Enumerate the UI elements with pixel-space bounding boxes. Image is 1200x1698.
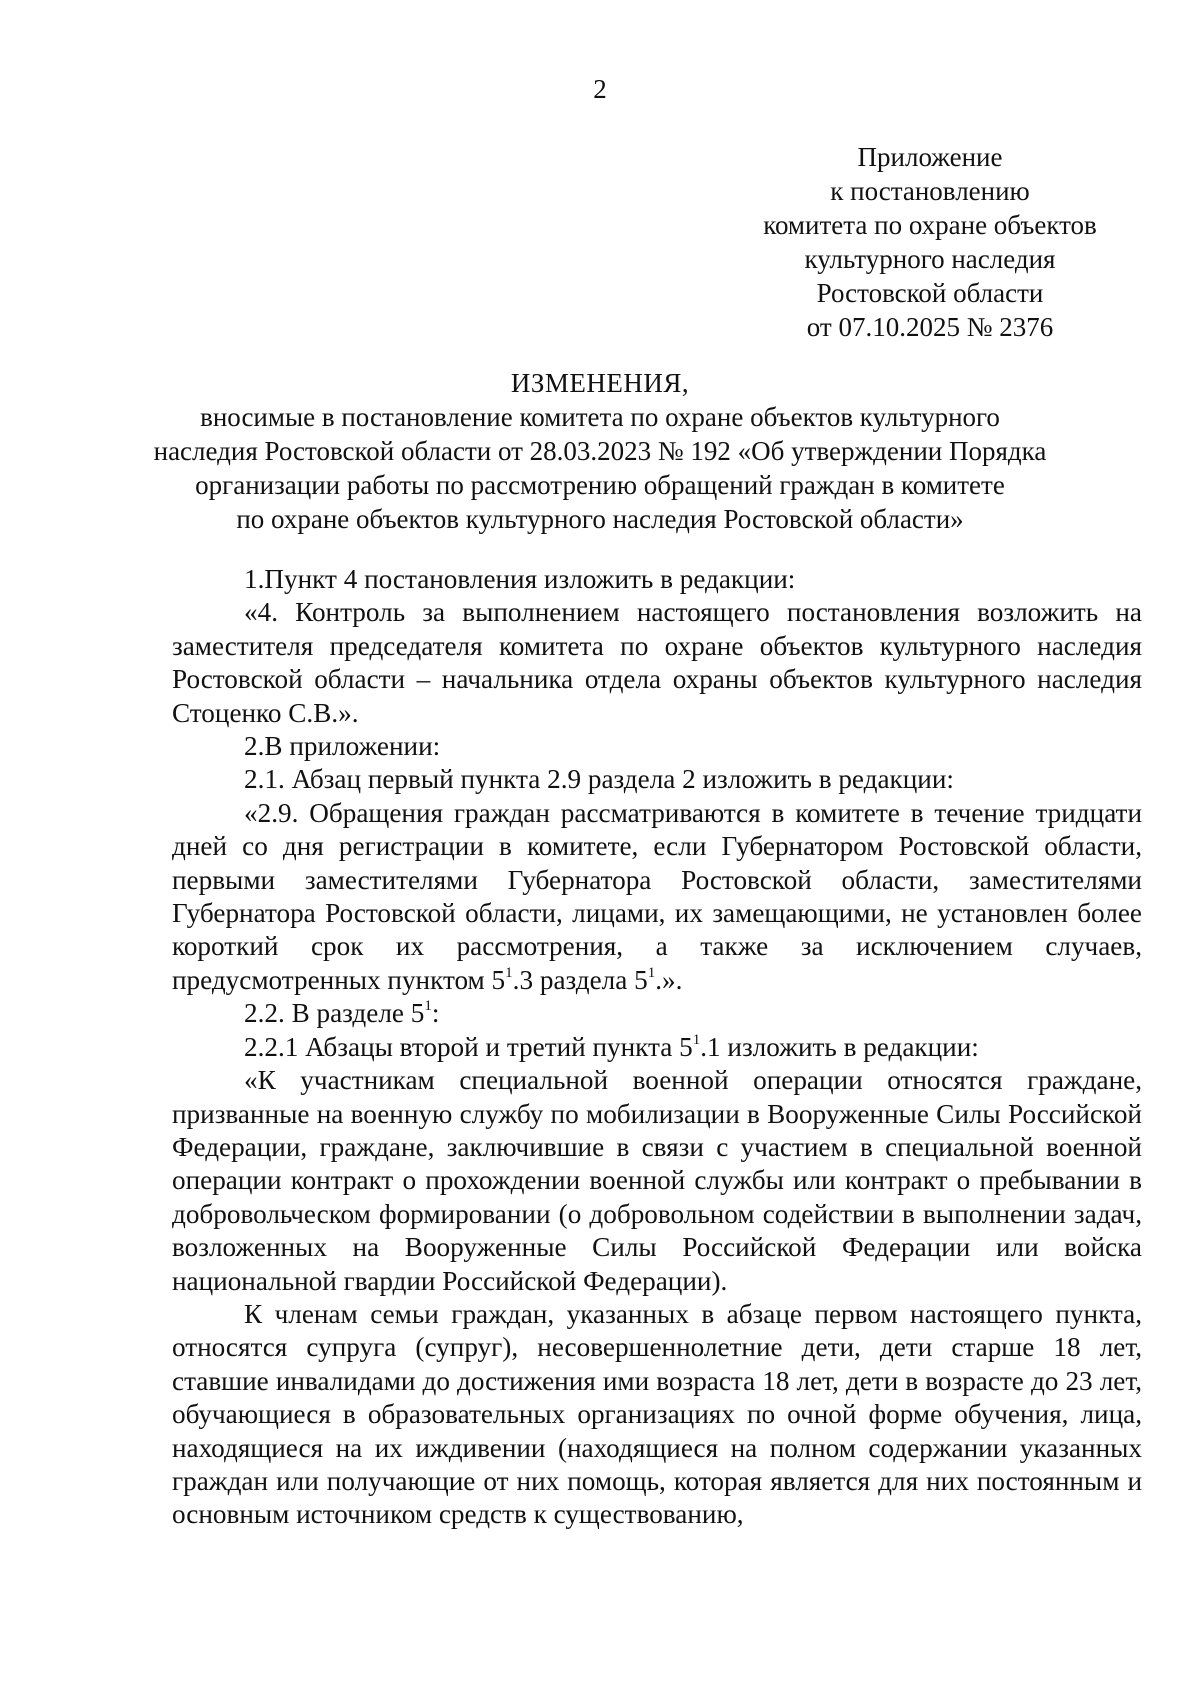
document-title: ИЗМЕНЕНИЯ, [510,368,690,398]
text-run: «2.9. Обращения граждан рассматриваются в комитете в течение тридцати дней со дня регистрации в комитете, если Губернатором Ростовской области, первыми заместителями Губернатора Ростовской области, заместителями Губернатора Ростовской области, лицами, их замещающими, не установлен более короткий срок их рассмотрения, а также за исключением случаев, предусмотренных пунктом 5 [172,797,1142,995]
paragraph-item-2-2-1 [172,1031,1142,1064]
appendix-line: Ростовской области [816,278,1044,308]
appendix-line: культурного наследия [804,244,1056,274]
text-run: 2.2. В разделе 5 [244,998,425,1029]
superscript: 1 [647,964,656,981]
paragraph-item-2-9-text [172,797,1142,997]
page-number: 2 [593,74,607,104]
paragraph-item-2: 2.В приложении: [244,731,441,762]
appendix-line: от 07.10.2025 № 2376 [806,312,1054,342]
appendix-line: комитета по охране объектов [763,210,1097,240]
paragraph-family-members: К членам семьи граждан, указанных в абзаце первом настоящего пункта, относятся супруга (супруг), несовершеннолетние дети, дети старше 18 лет, ставшие инвалидами до достижения ими возраста 18 лет, дети в возрасте до 23 лет, обучающиеся в образовательных организациях по очной форме обучения, лица, находящиеся на их иждивении (находящиеся на полном содержании указанных граждан или получающие от них помощь, которая является для них постоянным и основным источником средств к существованию, [172,1298,1142,1530]
document-body [172,563,1142,1532]
text-run: .3 раздела 5 [512,964,648,995]
text-run: .1 изложить в редакции: [700,1031,979,1062]
title-line: организации работы по рассмотрению обращений граждан в комитете [195,470,1005,500]
superscript: 1 [692,1031,701,1048]
superscript: 1 [505,964,513,981]
paragraph-item-2-2 [172,997,1142,1030]
text-run: .». [655,964,683,995]
title-line: по охране объектов культурного наследия Ростовской области» [236,504,964,534]
paragraph-item-1-text: «4. Контроль за выполнением настоящего постановления возложить на заместителя председателя комитета по охране объектов культурного наследия Ростовской области – начальника отдела охраны объектов культурного наследия Стоценко С.В.». [172,597,1142,728]
paragraph-item-2-1: 2.1. Абзац первый пункта 2.9 раздела 2 изложить в редакции: [244,764,954,795]
text-run: 2.2.1 Абзацы второй и третий пункта 5 [244,1031,693,1062]
document-title-block [0,366,1200,536]
paragraph-item-1: 1.Пункт 4 постановления изложить в редакции: [244,564,796,594]
appendix-block [700,140,1160,344]
appendix-line: к постановлению [830,176,1030,206]
appendix-line: Приложение [857,142,1003,172]
title-line: наследия Ростовской области от 28.03.2023 № 192 «Об утверждении Порядка [153,436,1047,466]
paragraph-svo-participants: «К участникам специальной военной операции относятся граждане, призванные на военную службу по мобилизации в Вооруженные Силы Российской Федерации, граждане, заключившие в связи с участием в специальной военной операции контракт о прохождении военной службы или контракт о пребывании в добровольческом формировании (о добровольном содействии в выполнении задач, возложенных на Вооруженные Силы Российской Федерации или войска национальной гвардии Российской Федерации). [172,1065,1142,1296]
text-run: : [431,998,440,1029]
superscript: 1 [424,998,432,1015]
title-line: вносимые в постановление комитета по охране объектов культурного [200,402,1000,432]
